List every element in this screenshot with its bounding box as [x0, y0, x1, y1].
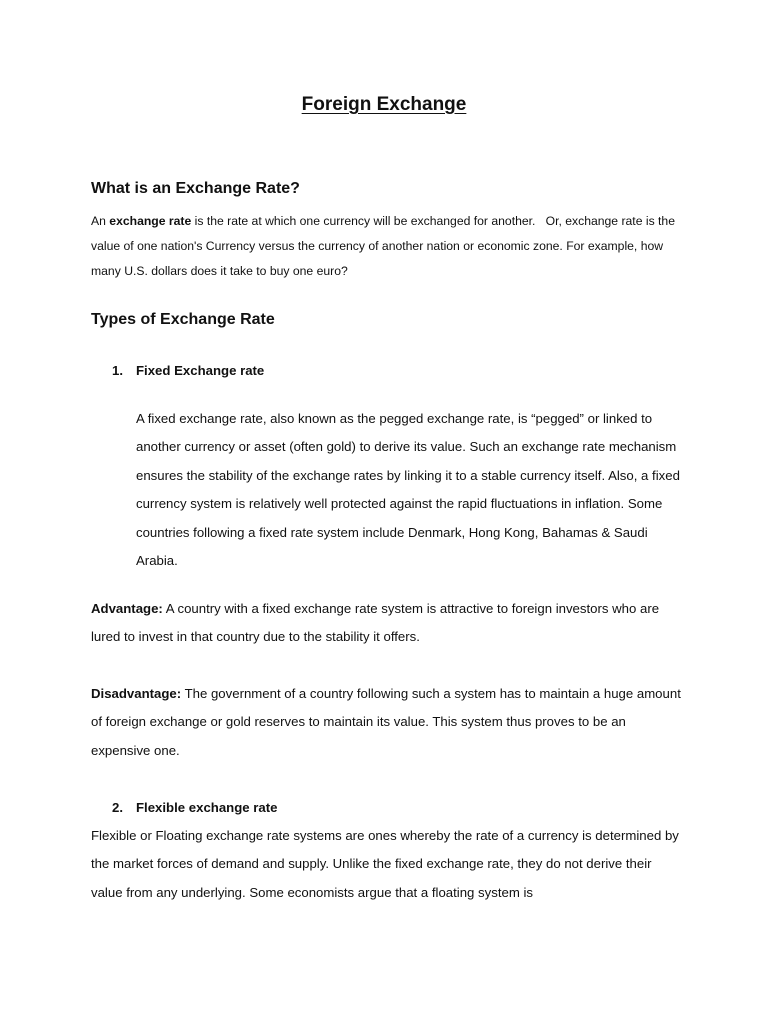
disadvantage-paragraph	[91, 680, 681, 765]
definition-continued: Or, exchange rate is the value of one nation's Currency versus the currency of another nation or economic zone. For example, how many U.S. dollars does it take to buy one euro?	[91, 214, 675, 278]
list-number-1: 1.	[112, 363, 123, 378]
list-label-flexible: Flexible exchange rate	[136, 800, 278, 815]
exchange-rate-definition	[91, 209, 691, 284]
definition-prefix: An	[91, 214, 110, 228]
list-number-2: 2.	[112, 800, 123, 815]
advantage-text: A country with a fixed exchange rate system is attractive to foreign investors who are lured to invest in that country due to the stability it offers.	[91, 601, 660, 645]
section-heading-exchange-rate: What is an Exchange Rate?	[91, 180, 300, 197]
flexible-rate-description: Flexible or Floating exchange rate systems are ones whereby the rate of a currency is determined by the market forces of demand and supply. Unlike the fixed exchange rate, they do not derive their value from any underlying. Some economists argue that a floating system is	[91, 828, 679, 900]
definition-text: is the rate at which one currency will be exchanged for another.	[191, 214, 536, 228]
advantage-label: Advantage:	[91, 601, 163, 616]
definition-term: exchange rate	[109, 214, 192, 228]
advantage-paragraph	[91, 595, 681, 652]
list-label-fixed: Fixed Exchange rate	[136, 363, 265, 378]
disadvantage-label: Disadvantage:	[91, 686, 182, 701]
disadvantage-text: The government of a country following such a system has to maintain a huge amount of foreign exchange or gold reserves to maintain its value. This system thus proves to be an expensive one.	[91, 686, 681, 758]
section-heading-types: Types of Exchange Rate	[91, 311, 275, 328]
document-title: Foreign Exchange	[301, 94, 467, 115]
fixed-rate-description: A fixed exchange rate, also known as the pegged exchange rate, is “pegged” or linked to another currency or asset (often gold) to derive its value. Such an exchange rate mechanism ensures the stability of the exchange rates by linking it to a stable currency itself. Also, a fixed currency system is relatively well protected against the rapid fluctuations in inflation. Some countries following a fixed rate system include Denmark, Hong Kong, Bahamas & Saudi Arabia.	[136, 411, 680, 569]
